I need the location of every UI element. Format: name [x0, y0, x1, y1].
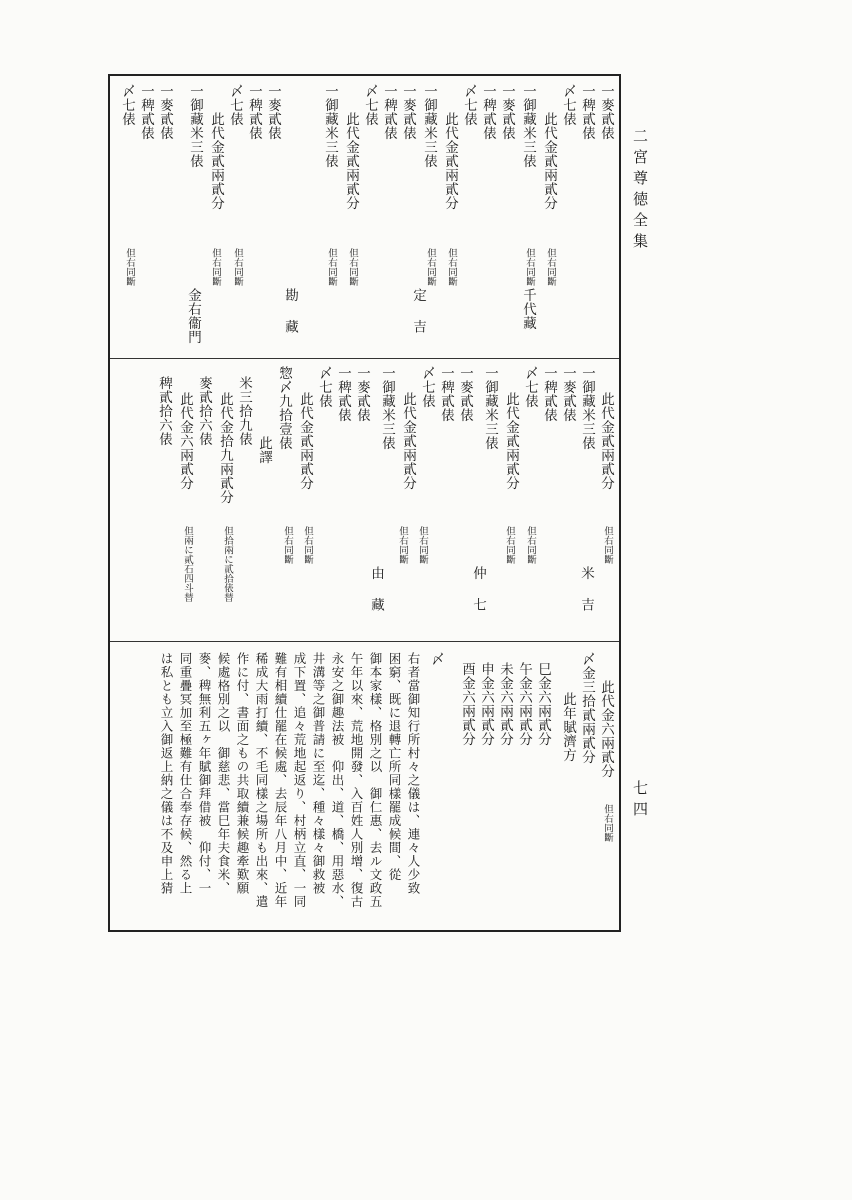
body-text-line: 候處格別之以 御慈悲、當巳年夫食米、 — [216, 652, 231, 895]
entry-line: 一麥貳俵 — [265, 84, 281, 140]
entry-line: 稗貳拾六俵 — [156, 376, 172, 446]
entry-line: 一稗貳俵 — [138, 84, 154, 140]
signatory: 定吉 — [410, 288, 426, 351]
body-text-line: 井溝等之御普請に至迄、種々樣々御救被 — [311, 652, 326, 895]
annotation: 但右同斷 — [282, 526, 293, 564]
entry-line: 一稗貳俵 — [335, 366, 351, 422]
entry-line: 一御藏米三俵 — [579, 366, 595, 450]
entry-line: 一麥貳俵 — [354, 366, 370, 422]
annotation: 但右同斷 — [347, 248, 358, 286]
annotation: 但右同斷 — [326, 248, 337, 286]
entry-line: 〆七俵 — [119, 84, 135, 126]
entry-line: 一稗貳俵 — [541, 366, 557, 422]
entry-line: 〆七俵 — [419, 366, 435, 408]
page-header-title: 二宮尊徳全集 — [631, 128, 649, 254]
annotation: 但右同斷 — [602, 526, 613, 564]
page-number: 七四 — [631, 780, 649, 822]
annotation: 但右同斷 — [524, 248, 535, 286]
entry-line: 此代金拾九兩貳分 — [217, 392, 233, 504]
annotation: 但右同斷 — [602, 804, 613, 842]
entry-line: 一麥貳俵 — [400, 84, 416, 140]
entry-line: 申金六兩貳分 — [478, 662, 494, 746]
section-divider-2 — [110, 641, 619, 642]
body-text-line: 永安之御趣法被 仰出、道、橋、用惡水、 — [330, 652, 345, 909]
entry-line: 酉金六兩貳分 — [459, 662, 475, 746]
entry-line: 此譯 — [256, 436, 272, 464]
annotation: 但右同斷 — [417, 526, 428, 564]
entry-line: 此代金六兩貳分 — [598, 680, 614, 778]
signatory: 由藏 — [368, 566, 384, 629]
signatory: 千代藏 — [520, 288, 536, 330]
annotation: 但右同斷 — [446, 248, 457, 286]
signatory: 勘藏 — [282, 288, 298, 351]
body-text-line: 作に付、書面之もの共取續兼候趣牽歎願 — [235, 652, 250, 895]
entry-line: 一麥貳俵 — [157, 84, 173, 140]
annotation: 但右同斷 — [504, 526, 515, 564]
entry-line: 一稗貳俵 — [480, 84, 496, 140]
body-text-line: 成下置、追々荒地起返り、村柄立直、一同 — [292, 652, 307, 909]
entry-line: 一御藏米三俵 — [322, 84, 338, 168]
entry-line: 一麥貳俵 — [457, 366, 473, 422]
entry-line: 此年賦濟方 — [560, 692, 576, 762]
entry-line: 一稗貳俵 — [579, 84, 595, 140]
body-text-line: 稀成大雨打續、不毛同樣之場所も出來、遣 — [254, 652, 269, 909]
entry-line: 一麥貳俵 — [560, 366, 576, 422]
annotation: 但右同斷 — [232, 248, 243, 286]
annotation: 但右同斷 — [210, 248, 221, 286]
body-text-line: 右者當御知行所村々之儀は、連々人少致 — [406, 652, 421, 895]
entry-line: 惣〆九拾壹俵 — [276, 366, 292, 450]
body-text-line: 御本家樣、格別之以 御仁惠、去ル文政五 — [368, 652, 383, 909]
annotation: 但兩に貳石四斗替 — [182, 526, 193, 602]
annotation: 但右同斷 — [425, 248, 436, 286]
entry-line: 此代金六兩貳分 — [177, 392, 193, 490]
annotation: 但拾兩に貳拾俵替 — [222, 526, 233, 602]
entry-line: 此代金貳兩貳分 — [442, 112, 458, 210]
entry-line: 此代金貳兩貳分 — [541, 112, 557, 210]
entry-line: 一御藏米三俵 — [187, 84, 203, 168]
body-text-line: 困窮、既に退轉亡所同樣罷成候間、從 — [387, 652, 402, 882]
entry-line: 一麥貳俵 — [598, 84, 614, 140]
entry-line: 〆七俵 — [362, 84, 378, 126]
body-text-line: 麥、稗無利五ヶ年賦御拜借被 仰付、一 — [197, 652, 212, 895]
entry-line: 此代金貳兩貳分 — [503, 392, 519, 490]
entry-line: 此代金貳兩貳分 — [297, 392, 313, 490]
entry-line: 巳金六兩貳分 — [535, 662, 551, 746]
entry-line: 〆七俵 — [316, 366, 332, 408]
entry-line: 〆七俵 — [522, 366, 538, 408]
entry-line: 麥貳拾六俵 — [196, 376, 212, 446]
entry-line: 此代金貳兩貳分 — [400, 392, 416, 490]
entry-line: 〆 — [428, 652, 444, 666]
entry-line: 此代金貳兩貳分 — [208, 112, 224, 210]
signatory: 仲七 — [470, 566, 486, 629]
signatory: 米吉 — [578, 566, 594, 629]
document-frame — [108, 74, 621, 932]
entry-line: 此代金貳兩貳分 — [343, 112, 359, 210]
entry-line: 一麥貳俵 — [499, 84, 515, 140]
section-divider-1 — [110, 358, 619, 359]
entry-line: 〆七俵 — [227, 84, 243, 126]
body-text-line: 難有相續仕罷在候處、去辰年八月中、近年 — [273, 652, 288, 909]
entry-line: 此代金貳兩貳分 — [598, 392, 614, 490]
annotation: 但右同斷 — [124, 248, 135, 286]
entry-line: 米三拾九俵 — [236, 376, 252, 446]
signatory: 金右衞門 — [185, 288, 201, 344]
body-text-line: 同重疊冥加至極難有仕合奉存候、然る上 — [178, 652, 193, 895]
annotation: 但右同斷 — [302, 526, 313, 564]
entry-line: 一御藏米三俵 — [482, 366, 498, 450]
entry-line: 一御藏米三俵 — [520, 84, 536, 168]
annotation: 但右同斷 — [545, 248, 556, 286]
entry-line: 未金六兩貳分 — [497, 662, 513, 746]
entry-line: 一御藏米三俵 — [379, 366, 395, 450]
entry-line: 〆七俵 — [461, 84, 477, 126]
entry-line: 〆金三拾貳兩貳分 — [579, 652, 595, 764]
annotation: 但右同斷 — [397, 526, 408, 564]
entry-line: 〆七俵 — [560, 84, 576, 126]
entry-line: 一稗貳俵 — [438, 366, 454, 422]
annotation: 但右同斷 — [525, 526, 536, 564]
entry-line: 一稗貳俵 — [246, 84, 262, 140]
entry-line: 一稗貳俵 — [381, 84, 397, 140]
entry-line: 午金六兩貳分 — [516, 662, 532, 746]
body-text-line: 午年以來、荒地開發、入百姓人別增、復古 — [349, 652, 364, 909]
entry-line: 一御藏米三俵 — [421, 84, 437, 168]
body-text-line: は私とも立入御返上納之儀は不及申上猜 — [159, 652, 174, 895]
